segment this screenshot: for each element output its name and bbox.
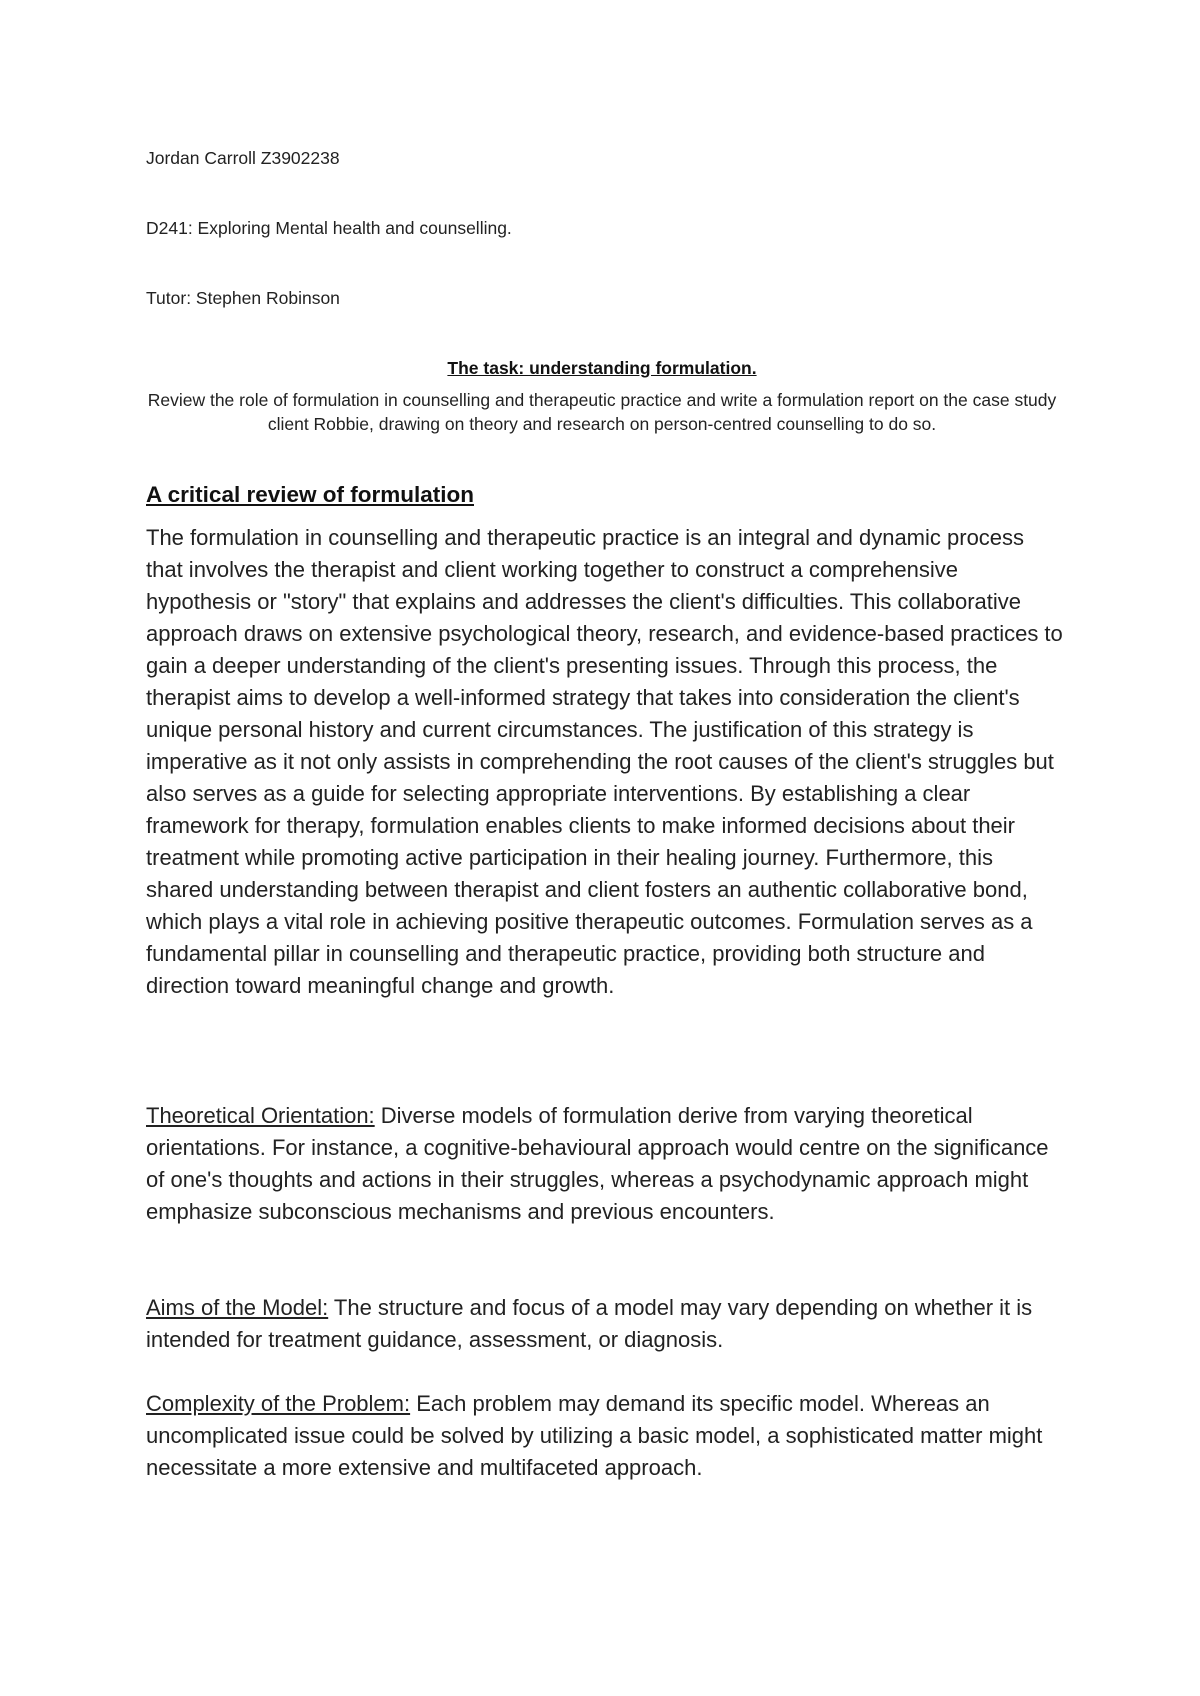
point-theoretical-orientation [146, 1100, 1066, 1228]
point-aims-of-model [146, 1292, 1066, 1356]
module-line: D241: Exploring Mental health and counselling. [146, 218, 512, 238]
tutor-line: Tutor: Stephen Robinson [146, 288, 340, 308]
point-term: Aims of the Model: [146, 1295, 329, 1320]
point-term: Complexity of the Problem: [146, 1391, 411, 1416]
intro-paragraph: The formulation in counselling and therapeutic practice is an integral and dynamic process that involves the therapist and client working together to construct a comprehensive hypothesis or "story" that explains and addresses the client's difficulties. This collaborative approach draws on extensive psychological theory, research, and evidence-based practices to gain a deeper understanding of the client's presenting issues. Through this process, the therapist aims to develop a well-informed strategy that takes into consideration the client's unique personal history and current circumstances. The justification of this strategy is imperative as it not only assists in comprehending the root causes of the client's struggles but also serves as a guide for selecting appropriate interventions. By establishing a clear framework for therapy, formulation enables clients to make informed decisions about their treatment while promoting active participation in their healing journey. Furthermore, this shared understanding between therapist and client fosters an authentic collaborative bond, which plays a vital role in achieving positive therapeutic outcomes. Formulation serves as a fundamental pillar in counselling and therapeutic practice, providing both structure and direction toward meaningful change and growth. [146, 525, 1063, 998]
task-description: Review the role of formulation in counselling and therapeutic practice and write a formulation report on the case study client Robbie, drawing on theory and research on person-centred counselling to do so. [147, 390, 1057, 434]
point-term: Theoretical Orientation: [146, 1103, 375, 1128]
point-text: The structure and focus of a model may vary depending on whether it is intended for treatment guidance, assessment, or diagnosis. [146, 1295, 1033, 1352]
section-heading: A critical review of formulation [146, 482, 474, 507]
point-complexity-of-problem [146, 1388, 1066, 1484]
task-heading: The task: understanding formulation. [447, 358, 757, 378]
author-line: Jordan Carroll Z3902238 [146, 148, 340, 168]
point-text: Each problem may demand its specific model. Whereas an uncomplicated issue could be solved by utilizing a basic model, a sophisticated matter might necessitate a more extensive and multifaceted approach. [146, 1391, 1043, 1480]
point-text: Diverse models of formulation derive from varying theoretical orientations. For instance, a cognitive-behavioural approach would centre on the significance of one's thoughts and actions in their struggles, whereas a psychodynamic approach might emphasize subconscious mechanisms and previous encounters. [146, 1103, 1049, 1224]
